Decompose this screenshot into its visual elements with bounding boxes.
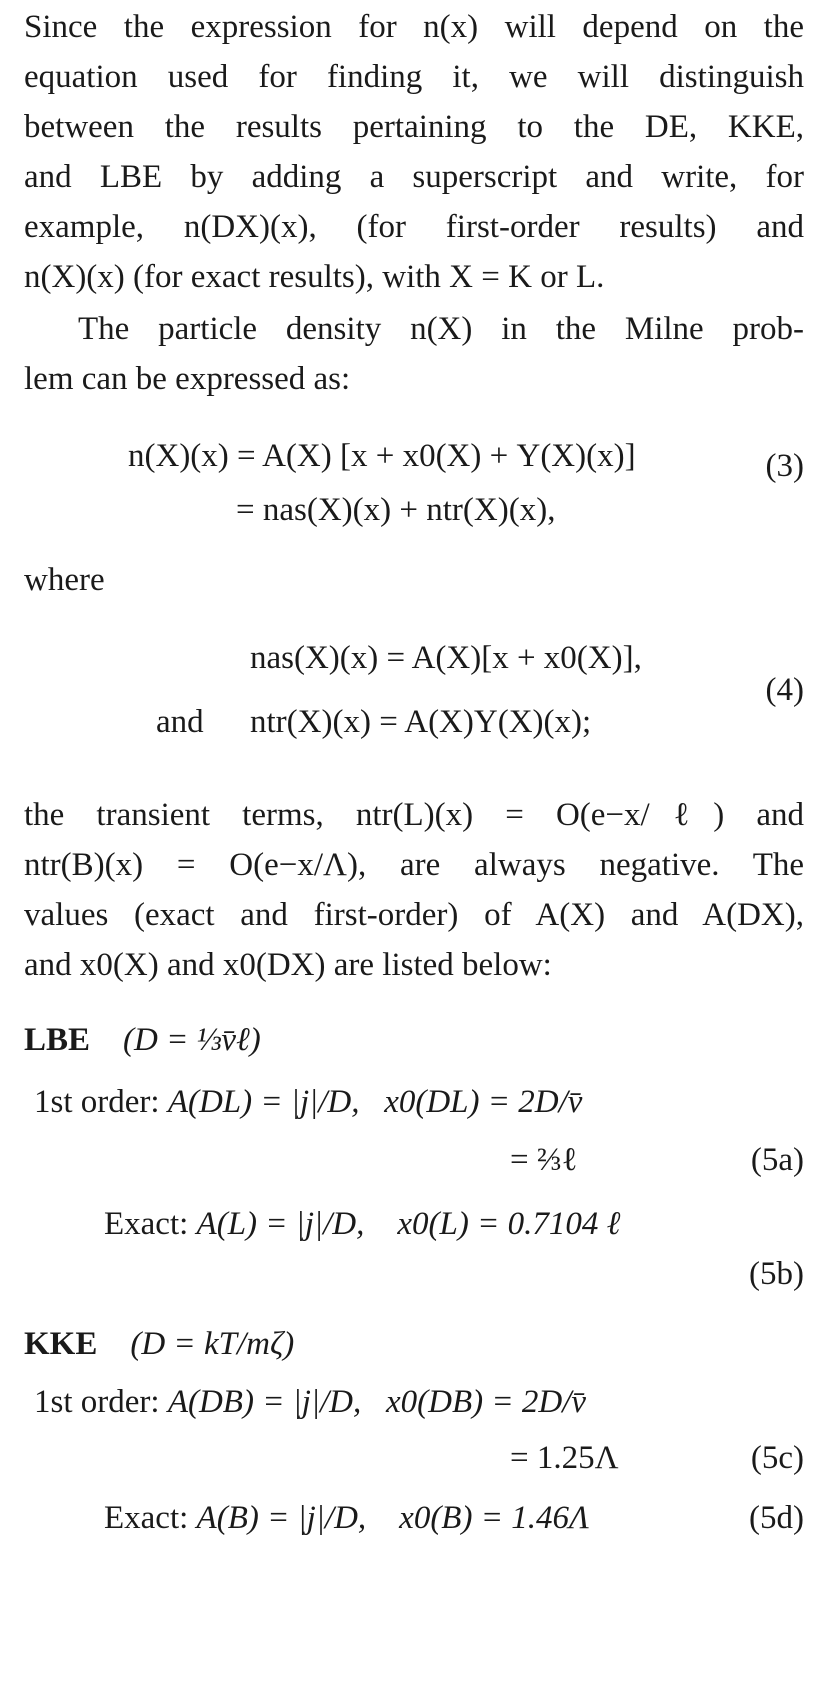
kke-heading (24, 1326, 294, 1363)
lbe-exact-row (104, 1206, 620, 1243)
text-line: the transient terms, ntr(L)(x) = O(e−x/ℓ) and (24, 797, 804, 833)
text-line: lem can be expressed as: (24, 361, 351, 397)
text-line: n(X)(x) (for exact results), with X = K or L. (24, 259, 605, 295)
kke-exact-x0: x0(B) = 1.46Λ (399, 1500, 589, 1536)
equation-3-line-2: = nas(X)(x) + ntr(X)(x), (236, 492, 556, 528)
kke-exact-A: A(B) = |j|/D, (196, 1500, 367, 1536)
lbe-parameter: (D = ⅓v̄ℓ) (123, 1022, 261, 1058)
equation-4-line-1: nas(X)(x) = A(X)[x + x0(X)], (250, 640, 642, 676)
kke-heading-label: KKE (24, 1326, 98, 1362)
lbe-first-order-x0-value: = ⅔ℓ (510, 1142, 578, 1178)
kke-first-order-A: A(DB) = |j|/D, (167, 1384, 362, 1420)
text-line: Since the expression for n(x) will depend on the (24, 9, 804, 45)
equation-number: (5c) (750, 1440, 804, 1476)
paragraph-3 (24, 790, 804, 990)
lbe-first-order-row (34, 1084, 582, 1121)
kke-first-order-row (34, 1384, 586, 1421)
equation-4-line-2: ntr(X)(x) = A(X)Υ(X)(x); (250, 704, 592, 740)
text-line: values (exact and first-order) of A(X) and A(DX), (24, 897, 804, 933)
kke-exact-row (104, 1500, 589, 1537)
equation-number: (3) (765, 448, 804, 484)
text-line: ntr(B)(x) = O(e−x/Λ), are always negative. The (24, 847, 804, 883)
equation-number: (5d) (749, 1500, 804, 1536)
equation-number: (5b) (749, 1256, 804, 1292)
equation-4-and: and (156, 704, 204, 740)
lbe-exact-label: Exact: (104, 1206, 189, 1242)
equation-number: (5a) (750, 1142, 804, 1178)
lbe-exact-x0: x0(L) = 0.7104 ℓ (397, 1206, 621, 1242)
equation-number: (4) (765, 672, 804, 708)
text-line: equation used for finding it, we will distinguish (24, 59, 804, 95)
lbe-first-order-x0: x0(DL) = 2D/v̄ (384, 1084, 583, 1120)
text-line: between the results pertaining to the DE, KKE, (24, 109, 804, 145)
lbe-first-order-A: A(DL) = |j|/D, (167, 1084, 360, 1120)
kke-first-order-x0-value: = 1.25Λ (510, 1440, 619, 1476)
lbe-exact-A: A(L) = |j|/D, (196, 1206, 365, 1242)
text-line: and x0(X) and x0(DX) are listed below: (24, 947, 552, 983)
kke-first-order-label: 1st order: (34, 1384, 160, 1420)
lbe-first-order-label: 1st order: (34, 1084, 160, 1120)
lbe-heading-label: LBE (24, 1022, 91, 1058)
kke-parameter: (D = kT/mζ) (130, 1326, 295, 1362)
paragraph-1 (24, 2, 804, 302)
text-line: example, n(DX)(x), (for first-order results) and (24, 209, 804, 245)
text-line: The particle density n(X) in the Milne prob- (78, 311, 804, 347)
kke-exact-label: Exact: (104, 1500, 189, 1536)
paragraph-2 (24, 304, 804, 404)
equation-3-line-1: n(X)(x) = A(X) [x + x0(X) + Υ(X)(x)] (128, 438, 636, 474)
text-line: and LBE by adding a superscript and write, for (24, 159, 804, 195)
lbe-heading (24, 1022, 261, 1059)
kke-first-order-x0: x0(DB) = 2D/v̄ (386, 1384, 587, 1420)
where-label: where (24, 562, 105, 598)
